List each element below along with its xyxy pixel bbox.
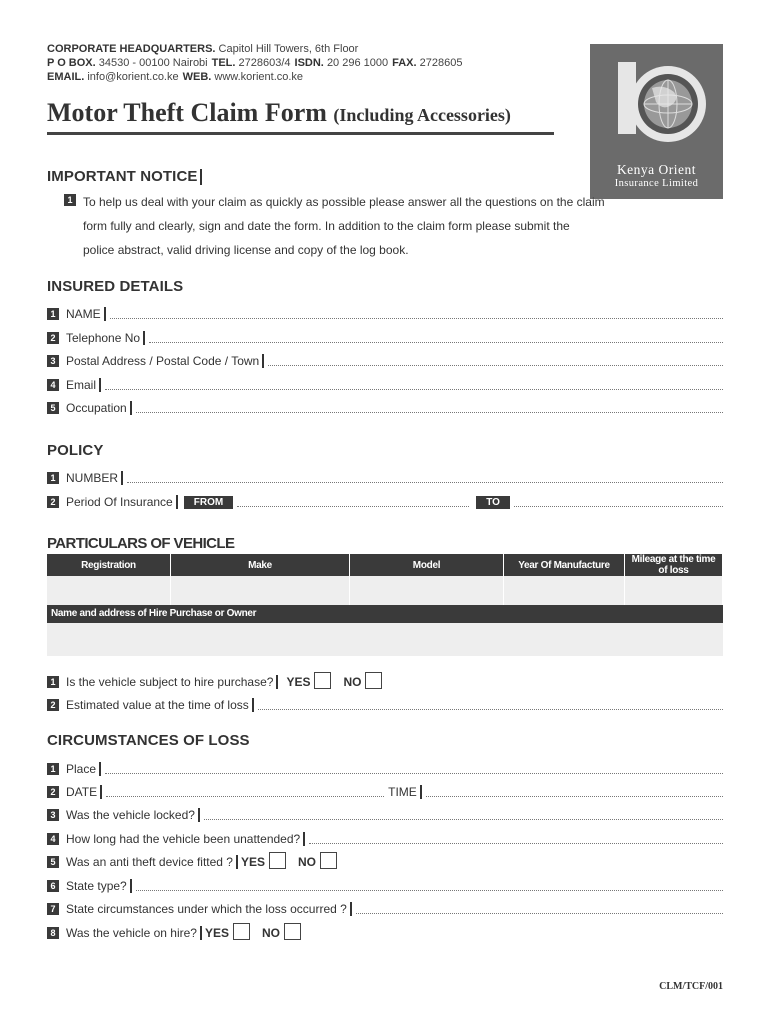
anti-theft-yes-checkbox[interactable] <box>269 852 286 869</box>
field-label: NUMBER <box>66 471 119 485</box>
field-label: Was an anti theft device fitted ? <box>66 855 233 869</box>
time-input-line[interactable] <box>426 795 723 797</box>
state-circumstances-input-line <box>356 912 723 914</box>
on-hire-no-checkbox[interactable] <box>284 923 301 940</box>
field-hire-purchase: 1 Is the vehicle subject to hire purchase? YES NO <box>47 673 723 689</box>
field-label: Was the vehicle locked? <box>66 808 195 822</box>
field-occupation[interactable]: 5 Occupation <box>47 399 723 415</box>
field-label: Occupation <box>66 401 127 415</box>
field-label: Place <box>66 762 97 776</box>
field-date-time: 2 DATE TIME <box>47 783 723 799</box>
state-type-input-line <box>136 889 723 891</box>
notice-number: 1 <box>64 194 76 206</box>
vehicle-particulars-heading: PARTICULARS OF VEHICLE <box>47 535 235 552</box>
email-input-line <box>105 388 723 390</box>
yes-label: YES <box>240 855 265 869</box>
address-line-3: EMAIL. info@korient.co.ke WEB. www.korient.co.ke <box>47 71 304 83</box>
field-label: Postal Address / Postal Code / Town <box>66 354 260 368</box>
field-vehicle-locked[interactable]: 3 Was the vehicle locked? <box>47 806 723 822</box>
field-label: Period Of Insurance <box>66 495 173 509</box>
field-label: Telephone No <box>66 331 141 345</box>
name-input-line <box>110 317 723 319</box>
anti-theft-no-checkbox[interactable] <box>320 852 337 869</box>
circumstances-heading: CIRCUMSTANCES OF LOSS <box>47 732 250 749</box>
column-header-mileage: Mileage at the time of loss <box>625 554 723 576</box>
hire-purchase-no-checkbox[interactable] <box>365 672 382 689</box>
field-label: How long had the vehicle been unattended? <box>66 832 301 846</box>
company-logo <box>590 44 723 199</box>
field-label: State circumstances under which the loss occurred ? <box>66 902 347 916</box>
logo-company-name: Kenya Orient <box>616 162 697 177</box>
column-header-model: Model <box>350 554 504 576</box>
important-notice-heading: IMPORTANT NOTICE <box>47 168 202 185</box>
field-anti-theft: 5 Was an anti theft device fitted ? YES NO <box>47 853 723 869</box>
field-email[interactable]: 4 Email <box>47 376 723 392</box>
from-date-input-line[interactable] <box>237 505 469 507</box>
column-header-registration: Registration <box>47 554 171 576</box>
globe-emblem-icon <box>608 54 708 154</box>
title-underline <box>47 132 554 135</box>
address-line-2: P O BOX. 34530 - 00100 Nairobi TEL. 2728603/4 ISDN. 20 296 1000 FAX. 2728605 <box>47 57 463 69</box>
postal-address-input-line <box>268 364 723 366</box>
to-date-input-line[interactable] <box>514 505 723 507</box>
form-title: Motor Theft Claim Form (Including Accessories) <box>47 98 511 127</box>
telephone-input-line <box>149 341 723 343</box>
no-label: NO <box>261 926 280 940</box>
time-label: TIME <box>388 785 417 799</box>
field-label: Email <box>66 378 97 392</box>
field-telephone[interactable]: 2 Telephone No <box>47 329 723 345</box>
field-label: NAME <box>66 307 101 321</box>
field-period-of-insurance: 2 Period Of Insurance FROM TO <box>47 493 723 509</box>
policy-number-input-line <box>127 481 723 483</box>
field-label: State type? <box>66 879 127 893</box>
field-name[interactable]: 1 NAME <box>47 305 723 321</box>
locked-input-line <box>204 818 723 820</box>
field-label: Was the vehicle on hire? <box>66 926 197 940</box>
field-state-circumstances[interactable]: 7 State circumstances under which the loss occurred ? <box>47 900 723 916</box>
owner-heading: Name and address of Hire Purchase or Owner <box>47 605 723 623</box>
date-input-line[interactable] <box>106 795 384 797</box>
no-label: NO <box>298 855 316 869</box>
yes-label: YES <box>286 675 311 689</box>
address-line-1: CORPORATE HEADQUARTERS. Capitol Hill Towers, 6th Floor <box>47 43 359 55</box>
field-policy-number[interactable]: 1 NUMBER <box>47 469 723 485</box>
from-label: FROM <box>184 496 233 509</box>
on-hire-yes-checkbox[interactable] <box>233 923 250 940</box>
field-label: Estimated value at the time of loss <box>66 698 249 712</box>
hire-purchase-yes-checkbox[interactable] <box>314 672 331 689</box>
estimated-value-input-line <box>258 708 723 710</box>
field-vehicle-on-hire: 8 Was the vehicle on hire? YES NO <box>47 924 723 940</box>
table-header-row <box>47 554 723 576</box>
column-header-make: Make <box>171 554 350 576</box>
field-label: DATE <box>66 785 98 799</box>
to-label: TO <box>476 496 510 509</box>
notice-line-2: form fully and clearly, sign and date the form. In addition to the claim form please submit the <box>83 219 570 233</box>
form-code: CLM/TCF/001 <box>659 981 723 992</box>
place-input-line <box>105 772 723 774</box>
owner-input-cell[interactable] <box>47 623 723 656</box>
form-subtitle: (Including Accessories) <box>333 105 511 125</box>
policy-heading: POLICY <box>47 442 104 459</box>
field-postal-address[interactable]: 3 Postal Address / Postal Code / Town <box>47 352 723 368</box>
column-header-year: Year Of Manufacture <box>504 554 625 576</box>
logo-company-subtitle: Insurance Limited <box>614 178 699 189</box>
field-state-type[interactable]: 6 State type? <box>47 877 723 893</box>
yes-label: YES <box>204 926 229 940</box>
no-label: NO <box>343 675 362 689</box>
insured-details-heading: INSURED DETAILS <box>47 278 184 295</box>
field-estimated-value[interactable]: 2 Estimated value at the time of loss <box>47 696 723 712</box>
notice-line-3: police abstract, valid driving license and copy of the log book. <box>83 243 409 257</box>
vehicle-table <box>47 554 723 612</box>
company-address-block <box>47 42 462 84</box>
field-label: Is the vehicle subject to hire purchase? <box>66 675 274 689</box>
unattended-input-line <box>309 842 723 844</box>
occupation-input-line <box>136 411 723 413</box>
field-place[interactable]: 1 Place <box>47 760 723 776</box>
notice-line-1: To help us deal with your claim as quickly as possible please answer all the questions on the claim <box>83 195 605 209</box>
field-unattended-duration[interactable]: 4 How long had the vehicle been unattended? <box>47 830 723 846</box>
